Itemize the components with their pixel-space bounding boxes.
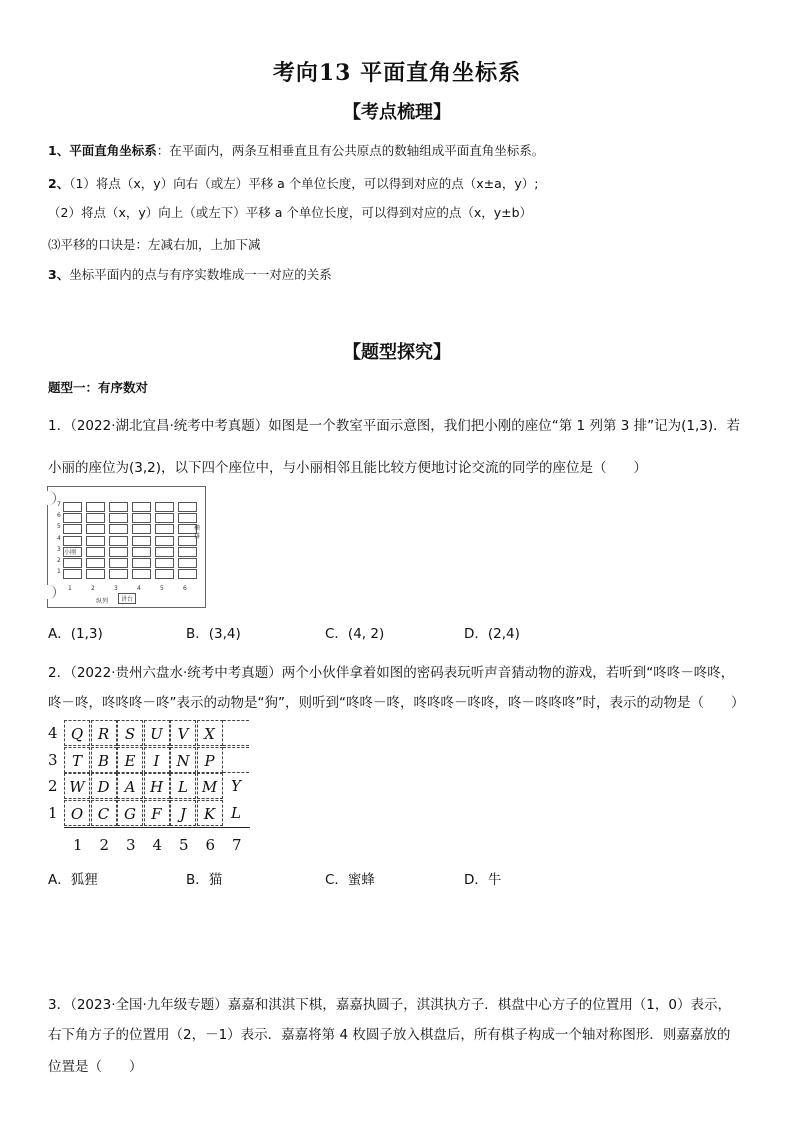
col-label: 1	[68, 585, 72, 592]
grid-cell: D	[91, 773, 117, 799]
grid-row-label: 2	[48, 777, 58, 795]
grid-cell: P	[197, 747, 223, 773]
side-label: 横排	[194, 525, 201, 540]
row-label: 3	[57, 545, 61, 553]
seat	[86, 536, 105, 546]
grid-cell: R	[91, 720, 117, 746]
q2-option-b[interactable]: B．猫	[186, 872, 223, 888]
point-2	[48, 174, 538, 192]
seat	[155, 513, 174, 523]
seat	[178, 558, 197, 568]
grid-baseline	[64, 827, 250, 828]
grid-col-label: 3	[126, 836, 136, 854]
grid-cell: U	[144, 720, 170, 746]
podium-label: 讲台	[118, 593, 136, 604]
section-heading-review: 【考点梳理】	[343, 102, 451, 123]
grid-col-label: 7	[232, 836, 242, 854]
question-type-heading: 题型一：有序数对	[48, 380, 149, 395]
grid-cell: O	[64, 800, 90, 826]
point-label: 1、平面直角坐标系	[48, 143, 157, 158]
seat	[178, 513, 197, 523]
grid-cell: Q	[64, 720, 90, 746]
row-label: 6	[57, 512, 61, 520]
point-2-3	[48, 235, 261, 253]
grid-cell: Y	[231, 777, 241, 795]
grid-cell: J	[170, 800, 196, 826]
seat	[132, 502, 151, 512]
point-2-2	[48, 203, 532, 221]
point-1	[48, 141, 544, 159]
col-label: 5	[160, 585, 164, 592]
seat	[132, 569, 151, 579]
seat	[63, 569, 82, 579]
row-label: 4	[57, 534, 61, 542]
seat	[178, 547, 197, 557]
seat	[63, 502, 82, 512]
col-label: 3	[114, 585, 118, 592]
seat	[86, 513, 105, 523]
row-label: 2	[57, 557, 61, 564]
grid-cell: I	[144, 747, 170, 773]
grid-col-label: 2	[99, 836, 110, 854]
seat	[132, 558, 151, 568]
grid-col-label: 5	[179, 836, 189, 854]
q2-option-c[interactable]: C．蜜蜂	[325, 872, 375, 888]
seat	[155, 536, 174, 546]
q3-line2: 右下角方子的位置用（2，－1）表示．嘉嘉将第 4 枚圆子放入棋盘后，所有棋子构成一个轴对称图形．则嘉嘉放的	[48, 1027, 731, 1043]
col-label: 6	[183, 585, 187, 592]
col-label: 2	[91, 585, 95, 592]
door-arc-top	[47, 491, 56, 505]
grid-cell: C	[91, 800, 117, 826]
seat	[178, 502, 197, 512]
point-3	[48, 265, 332, 283]
point-text: （2）将点（x，y）向上（或左下）平移 a 个单位长度，可以得到对应的点（x，y±b）	[48, 205, 533, 220]
xiaogang-label: 小刚	[64, 548, 77, 556]
point-text: ：在平面内，两条互相垂直且有公共原点的数轴组成平面直角坐标系。	[156, 143, 545, 158]
bottom-label: 纵列	[96, 598, 109, 605]
grid-cell: V	[170, 720, 196, 746]
section-heading-explore: 【题型探究】	[343, 342, 451, 363]
grid-cell: L	[231, 803, 241, 822]
grid-cell: S	[117, 720, 143, 746]
seat	[155, 524, 174, 534]
q1-option-b[interactable]: B．(3,4)	[186, 626, 241, 642]
row-label: 7	[57, 501, 61, 508]
grid-cell: W	[64, 773, 90, 799]
grid-cell	[223, 747, 249, 773]
seat	[178, 569, 197, 579]
row-label: 1	[57, 568, 61, 576]
q1-line2: 小丽的座位为(3,2)，以下四个座位中，与小丽相邻且能比较方便地讨论交流的同学的座位是（ ）	[48, 460, 648, 476]
seat	[155, 558, 174, 568]
seat	[86, 524, 105, 534]
grid-cell: K	[197, 800, 223, 826]
grid-cell: L	[170, 773, 196, 799]
seat	[86, 569, 105, 579]
seat	[132, 536, 151, 546]
seat	[86, 547, 105, 557]
door-arc-bottom	[47, 585, 56, 599]
grid-cell: T	[64, 747, 90, 773]
seat	[132, 547, 151, 557]
grid-cell: N	[170, 747, 196, 773]
point-label: 2、	[48, 176, 70, 191]
grid-cell: M	[197, 773, 223, 799]
col-label: 4	[137, 585, 141, 592]
seat	[109, 513, 128, 523]
seat	[109, 569, 128, 579]
grid-cell: B	[91, 747, 117, 773]
grid-cell: H	[144, 773, 170, 799]
seat	[109, 536, 128, 546]
seat	[86, 502, 105, 512]
grid-cell: G	[117, 800, 143, 826]
grid-cell: A	[117, 773, 143, 799]
seat	[155, 569, 174, 579]
grid-cell: F	[144, 800, 170, 826]
seat	[63, 558, 82, 568]
point-label: 3、	[48, 267, 70, 282]
seat	[155, 502, 174, 512]
seat	[109, 502, 128, 512]
point-text: ⑶平移的口诀是：左减右加，上加下减	[48, 237, 261, 252]
grid-col-label: 6	[205, 836, 216, 854]
seat	[109, 547, 128, 557]
page-title: 考向13 平面直角坐标系	[272, 60, 522, 86]
seat	[63, 513, 82, 523]
classroom-figure	[47, 486, 206, 608]
seat	[86, 558, 105, 568]
grid-col-label: 4	[152, 836, 163, 854]
point-text: 坐标平面内的点与有序实数堆成一一对应的关系	[69, 267, 332, 282]
q3-line1: 3．（2023·全国·九年级专题）嘉嘉和淇淇下棋，嘉嘉执圆子，淇淇执方子．棋盘中心方子的位置用（1，0）表示，	[48, 997, 731, 1013]
seat	[155, 547, 174, 557]
seat	[63, 536, 82, 546]
seat	[132, 513, 151, 523]
grid-row-label: 1	[48, 803, 58, 822]
q1-line1: 1．（2022·湖北宜昌·统考中考真题）如图是一个教室平面示意图，我们把小刚的座位“第 1 列第 3 排”记为(1,3)．若	[48, 418, 741, 434]
grid-cell: E	[117, 747, 143, 773]
grid-row-label: 4	[48, 724, 58, 742]
point-text: （1）将点（x，y）向右（或左）平移 a 个单位长度，可以得到对应的点（x±a，y）;	[69, 176, 539, 191]
grid-cell: X	[197, 720, 223, 746]
q2-line2: 咚－咚，咚咚咚－咚”表示的动物是“狗”，则听到“咚咚－咚，咚咚咚－咚咚，咚－咚咚咚”时，表示的动物是（ ）	[48, 695, 745, 711]
q1-option-d[interactable]: D．(2,4)	[464, 626, 520, 642]
q2-option-a[interactable]: A．狐狸	[48, 872, 98, 888]
seat	[63, 524, 82, 534]
grid-row-label: 3	[48, 750, 58, 769]
seat	[109, 524, 128, 534]
row-label: 5	[57, 523, 61, 531]
q1-option-c[interactable]: C．(4, 2)	[325, 626, 385, 642]
q2-option-d[interactable]: D．牛	[464, 872, 502, 888]
q1-option-a[interactable]: A．(1,3)	[48, 626, 103, 642]
seat	[109, 558, 128, 568]
grid-col-label: 1	[73, 836, 83, 854]
grid-cell	[223, 720, 249, 746]
q2-line1: 2．（2022·贵州六盘水·统考中考真题）两个小伙伴拿着如图的密码表玩听声音猜动物的游戏，若听到“咚咚－咚咚，	[48, 665, 735, 681]
seat	[132, 524, 151, 534]
q3-line3: 位置是（ ）	[48, 1059, 143, 1075]
